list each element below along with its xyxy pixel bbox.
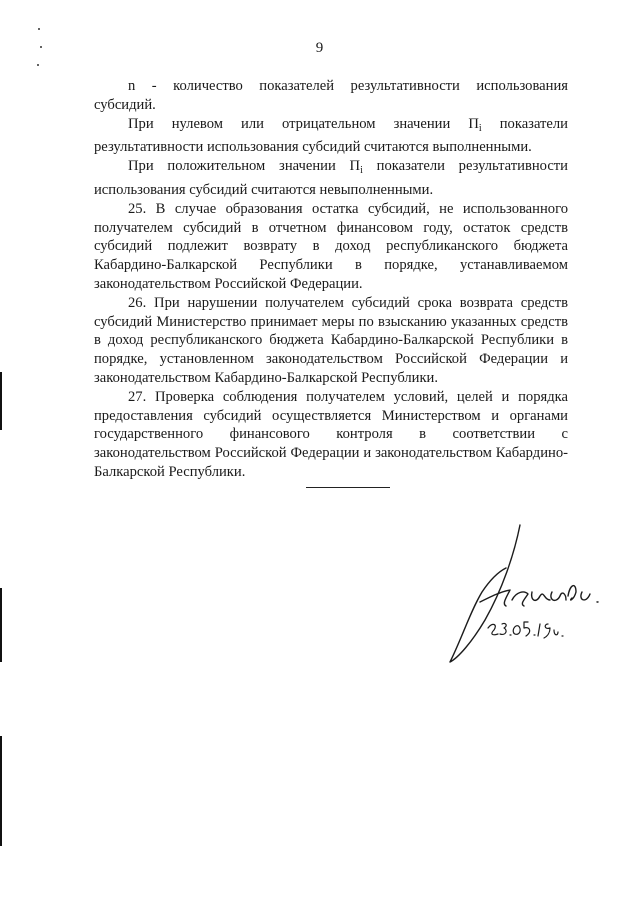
page-number: 9 [315, 40, 324, 56]
clause-25: 25. В случае образования остатка субсидий, не использованного получателем субсидий в отчетном финансовом году, остаток средств субсидий подлежит возврату в доход республиканского бюджета Кабардино-Балкарской Республики в порядке, устанавливаемом законодательством Российской Федерации. [94, 200, 568, 292]
paragraph-n-definition: n - количество показателей результативности использования субсидий. [94, 78, 568, 113]
scan-edge-mark [0, 736, 2, 846]
scan-dot [37, 64, 39, 66]
scan-dot [38, 28, 40, 30]
paragraph-positive: При положительном значении $П_i$ показатели результативности использования субсидий считаются невыполненными. [94, 158, 568, 198]
paragraph-zero-negative: При нулевом или отрицательном значении $П_i$ показатели результативности использования субсидий считаются выполненными. [94, 115, 568, 156]
clause-26: 26. При нарушении получателем субсидий срока возврата средств субсидий Министерство принимает меры по взысканию указанных средств в доход республиканского бюджета Кабардино-Балкарской Республики в порядке, установленном законодательством Российской Федерации и законодательством Кабардино-Балкарской Республики. [94, 294, 568, 386]
document-body [94, 77, 568, 482]
handwritten-signature [440, 520, 610, 670]
scan-edge-mark [0, 588, 2, 662]
end-of-document-rule [306, 487, 390, 488]
scan-edge-mark [0, 372, 2, 430]
clause-27: 27. Проверка соблюдения получателем условий, целей и порядка предоставления субсидий осуществляется Министерством и органами государственного финансового контроля в соответствии с законодательством Российской Федерации и законодательством Кабардино-Балкарской Республики. [94, 388, 568, 480]
